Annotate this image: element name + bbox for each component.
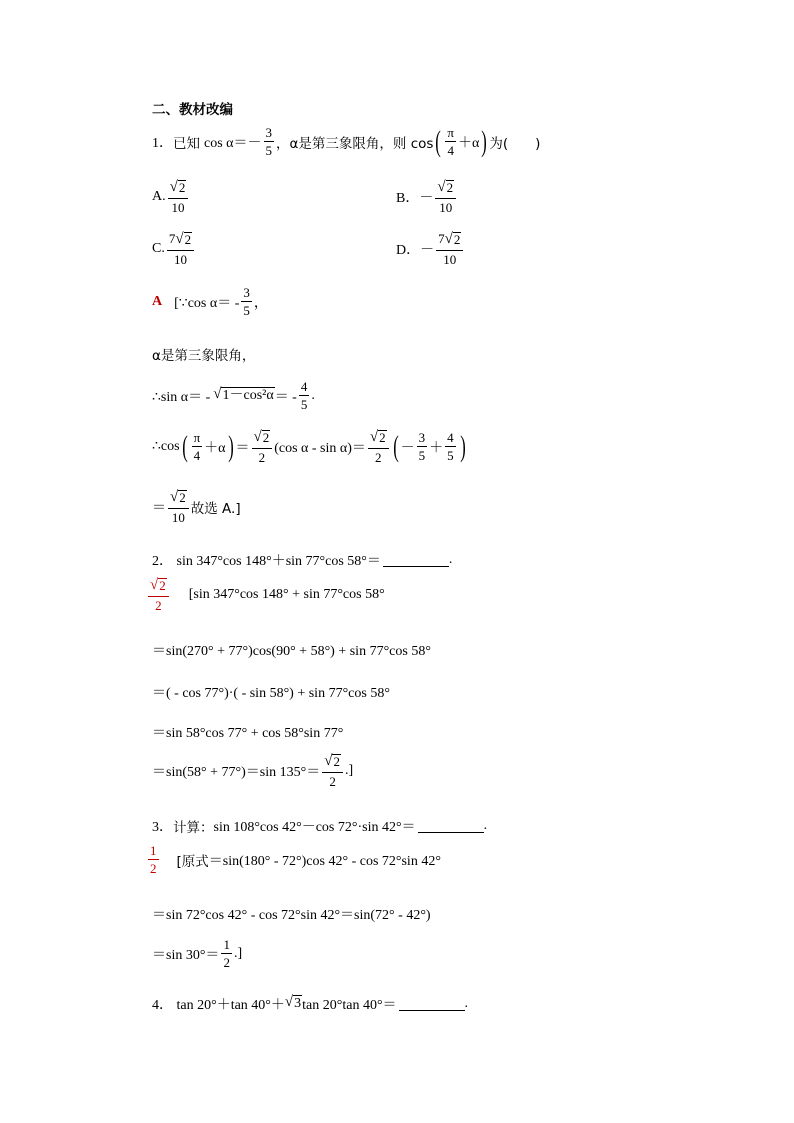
fraction-3-5: $\frac{3}{5}$ bbox=[265, 125, 272, 158]
answer-2-line-4: ＝sin 58°cos 77° + cos 58°sin 77° bbox=[152, 726, 344, 741]
answer-blank bbox=[399, 997, 465, 1011]
question-2: 2． sin 347°cos 148°＋sin 77°cos 58°＝ . bbox=[152, 552, 453, 569]
fraction-pi-4: $\frac{\pi}{4}$ bbox=[447, 125, 454, 158]
answer-label: A bbox=[152, 293, 163, 309]
question-3: 3． 计算： sin 108°cos 42°－cos 72°·sin 42°＝ . bbox=[152, 818, 488, 836]
option-a: A. √ 2 10 bbox=[152, 180, 190, 214]
option-b: B．－ √ 2 10 bbox=[396, 180, 458, 214]
answer-3-line-2: ＝sin 72°cos 42° - cos 72°sin 42°＝sin(72° - 42°) bbox=[152, 908, 431, 923]
answer-3-line-1: $\frac{1}{2}$ [原式 ＝sin(180° - 72°)cos 42° - cos 72°sin 42° bbox=[150, 843, 441, 876]
question-1: 1． 已知 cos α＝－ $\frac{3}{5}$ ，α是第三象限角，则 cos ( $\frac{\pi}{4}$ ＋α ) 为( ) bbox=[152, 124, 541, 158]
answer-blank bbox=[383, 553, 449, 567]
option-d: D．－ 7 √ 2 10 bbox=[396, 232, 465, 266]
answer-1-line-1: A [∵cos α＝ - $\frac{3}{5}$ ， bbox=[152, 285, 268, 318]
answer-2-line-1: √ 2 2 [sin 347°cos 148° + sin 77°cos 58° bbox=[150, 577, 385, 613]
answer-1-line-5: ＝ √ 2 10 故选 A.] bbox=[152, 489, 241, 525]
answer-2-line-3: ＝( - cos 77°)·( - sin 58°) + sin 77°cos 58° bbox=[152, 686, 390, 701]
answer-blank bbox=[418, 819, 484, 833]
answer-2-line-2: ＝sin(270° + 77°)cos(90° + 58°) + sin 77°cos 58° bbox=[152, 644, 431, 659]
answer-value: √ 2 2 bbox=[148, 578, 169, 612]
answer-1-line-4: ∴cos ( $\frac{\pi}{4}$ ＋α ) ＝ √ 2 2 (cos α - sin α)＝ √ 2 2 ( － $\frac{3}{5}$ ＋ $\frac{4}{5}$ ) bbox=[152, 429, 466, 465]
option-c: C. 7 √ 2 10 bbox=[152, 232, 196, 266]
answer-1-line-2: α是第三象限角， bbox=[152, 348, 256, 364]
answer-value: $\frac{1}{2}$ bbox=[150, 843, 157, 876]
section-title: 二、教材改编 bbox=[152, 102, 233, 118]
answer-3-line-3: ＝sin 30°＝ $\frac{1}{2}$ .] bbox=[152, 937, 243, 970]
question-4: 4． tan 20°＋tan 40°＋ √ 3 tan 20°tan 40°＝ . bbox=[152, 994, 469, 1013]
answer-1-line-3: ∴sin α＝ - √ 1－cos²α ＝ - $\frac{4}{5}$ . bbox=[152, 379, 315, 412]
answer-2-line-5: ＝sin(58° + 77°)＝sin 135°＝ √ 2 2 .] bbox=[152, 753, 354, 789]
